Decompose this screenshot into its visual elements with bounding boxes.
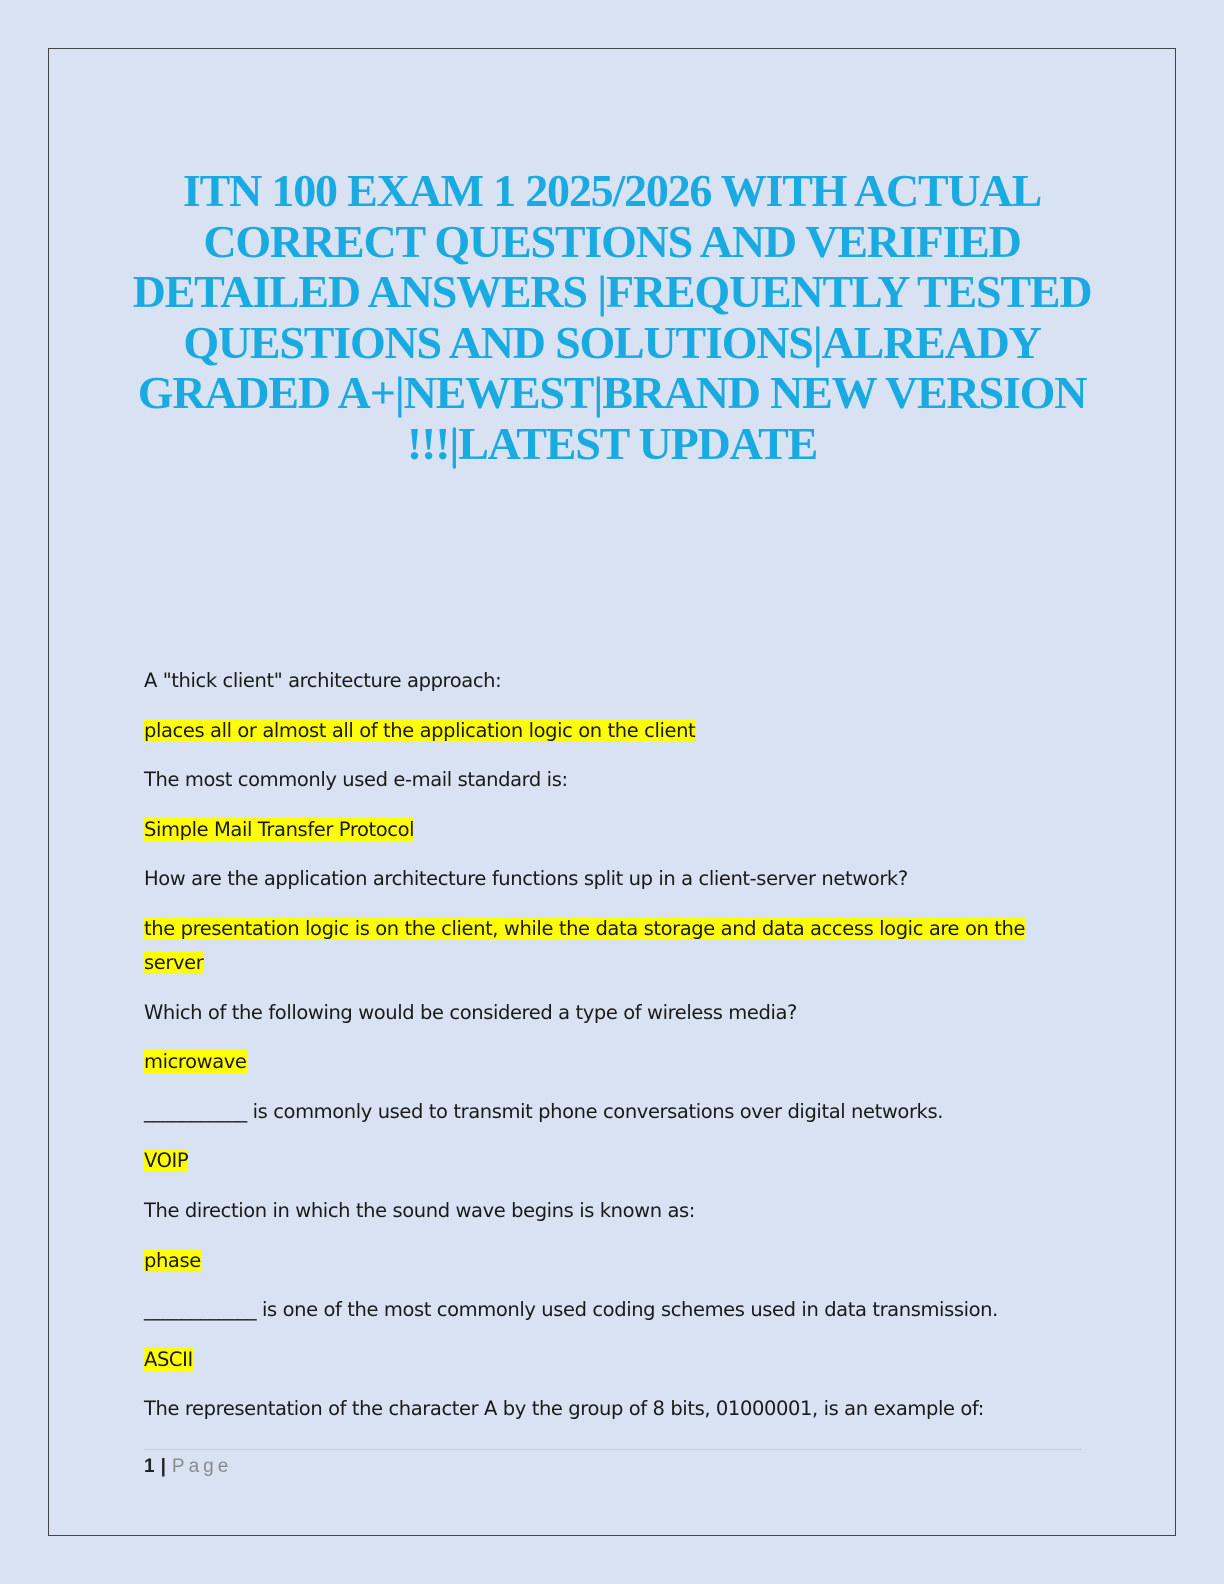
- page-number: 1: [144, 1456, 155, 1477]
- answer-highlight: the presentation logic is on the client, while the data storage and data access logic are on the server: [144, 916, 1026, 974]
- answer-text: [144, 1343, 1084, 1377]
- answer-highlight: Simple Mail Transfer Protocol: [144, 817, 415, 841]
- answer-text: [144, 714, 1084, 748]
- page-footer: [144, 1454, 232, 1480]
- question-text: A "thick client" architecture approach:: [144, 669, 502, 692]
- answer-highlight: ASCII: [144, 1347, 193, 1371]
- answer-text: [144, 813, 1084, 847]
- document-title: ITN 100 EXAM 1 2025/2026 WITH ACTUAL CORRECT QUESTIONS AND VERIFIED DETAILED ANSWERS |FREQUENTLY TESTED QUESTIONS AND SOLUTIONS|ALREADY GRADED A+|NEWEST|BRAND NEW VERSION !!!|LATEST UPDATE: [132, 165, 1092, 469]
- question-text: The direction in which the sound wave begins is known as:: [144, 1198, 695, 1222]
- answer-highlight: microwave: [144, 1050, 247, 1074]
- answer-highlight: places all or almost all of the application logic on the client: [144, 718, 696, 742]
- answer-text: [144, 1144, 1084, 1178]
- question-text: How are the application architecture functions split up in a client-server network?: [144, 867, 908, 891]
- answer-highlight: VOIP: [144, 1149, 189, 1173]
- question-text: The representation of the character A by the group of 8 bits, 01000001, is an example of:: [144, 1397, 984, 1421]
- answer-highlight: phase: [144, 1248, 201, 1272]
- answer-text: [144, 1244, 1084, 1278]
- question-answer-list: [144, 664, 1084, 1442]
- footer-separator: |: [160, 1456, 166, 1477]
- question-text: Which of the following would be considered a type of wireless media?: [144, 1000, 797, 1024]
- footer-divider: [144, 1449, 1082, 1450]
- question-text: The most commonly used e-mail standard is:: [144, 768, 568, 792]
- answer-text: [144, 912, 1084, 980]
- question-text: ___________ is commonly used to transmit phone conversations over digital networks.: [144, 1099, 944, 1123]
- question-text: ____________ is one of the most commonly used coding schemes used in data transmission.: [144, 1298, 998, 1322]
- answer-text: [144, 1045, 1084, 1079]
- page-label: Page: [171, 1456, 233, 1477]
